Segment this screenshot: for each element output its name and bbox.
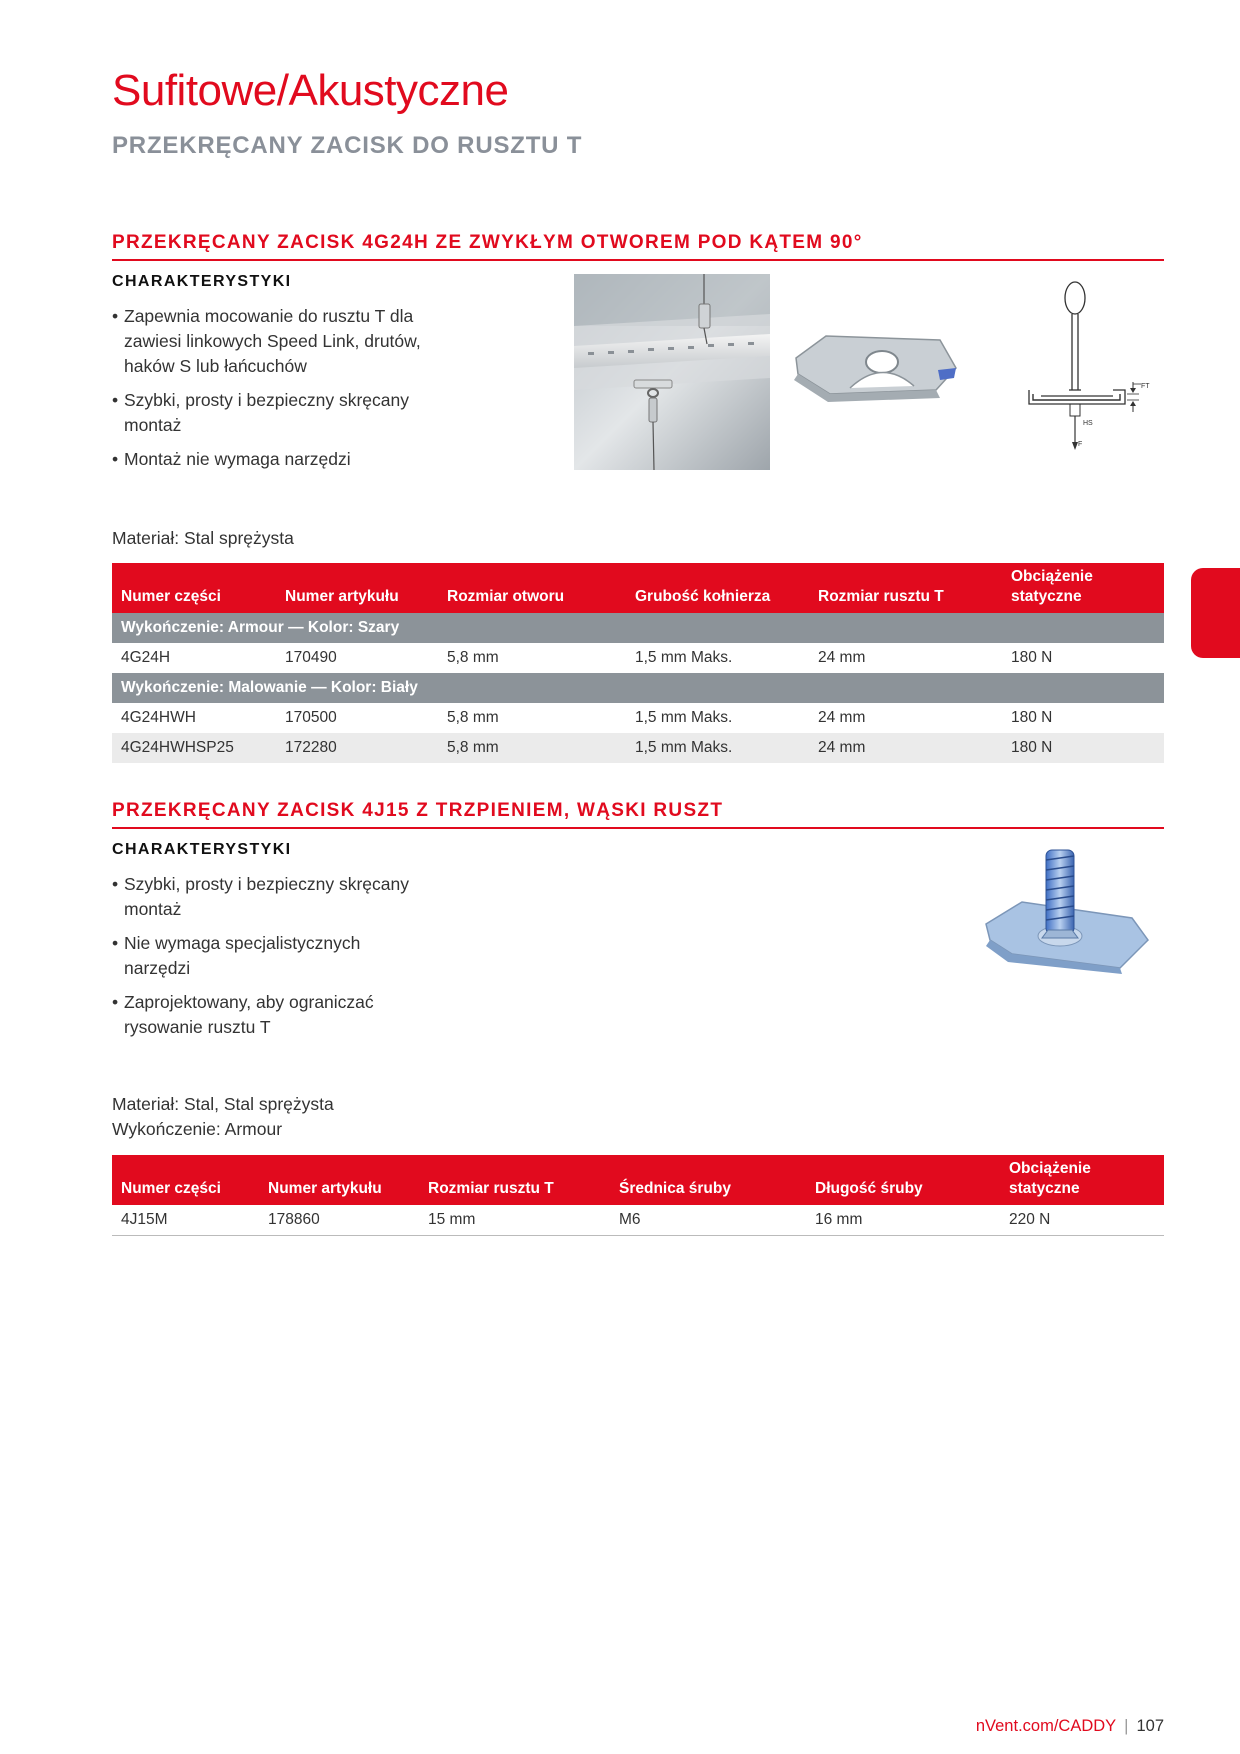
table-row — [112, 1205, 1164, 1236]
table-header-row — [112, 1155, 1164, 1205]
page-title: Sufitowe/Akustyczne — [112, 66, 509, 115]
cell-hole-size: 5,8 mm — [447, 649, 499, 666]
cell-article-number: 170490 — [285, 649, 337, 666]
cell-flange-thickness: 1,5 mm Maks. — [626, 733, 809, 763]
col-header-screw-diameter: Średnica śruby — [610, 1155, 806, 1205]
cell-flange-thickness: 1,5 mm Maks. — [635, 649, 733, 666]
cell-article-number: 178860 — [259, 1205, 419, 1236]
col-header-static-load: Obciążenie statyczne — [1000, 1155, 1164, 1205]
cell-static-load: 180 N — [1002, 733, 1164, 763]
page-number: 107 — [1136, 1717, 1164, 1735]
col-header-article-number: Numer artykułu — [276, 563, 438, 613]
cell-part-number: 4J15M — [112, 1205, 259, 1236]
section1-spec-table — [112, 563, 1164, 763]
page-subtitle: PRZEKRĘCANY ZACISK DO RUSZTU T — [112, 132, 583, 159]
table-row — [112, 643, 1164, 673]
clip-technical-diagram — [1025, 278, 1155, 468]
feature-item: • Nie wymaga specjalistycznych narzędzi — [112, 931, 412, 981]
cell-grid-size: 15 mm — [419, 1205, 610, 1236]
section1-material: Materiał: Stal sprężysta — [112, 528, 294, 548]
feature-item: • Szybki, prosty i bezpieczny skręcany montaż — [112, 872, 412, 922]
diagram-label-hs: HS — [1083, 420, 1093, 427]
diagram-label-f: F — [1078, 441, 1083, 448]
section2-title: PRZEKRĘCANY ZACISK 4J15 Z TRZPIENIEM, WĄSKI RUSZT — [112, 800, 1164, 829]
page-footer — [976, 1717, 1164, 1736]
feature-item: • Zaprojektowany, aby ograniczać rysowanie rusztu T — [112, 990, 412, 1040]
cell-static-load: 180 N — [1011, 709, 1053, 726]
cell-flange-thickness: 1,5 mm Maks. — [635, 709, 733, 726]
section2-char-heading: CHARAKTERYSTYKI — [112, 841, 292, 858]
col-header-grid-size: Rozmiar rusztu T — [419, 1155, 610, 1205]
group-label: Wykończenie: Malowanie — Kolor: Biały — [112, 673, 1164, 703]
cell-grid-size: 24 mm — [818, 709, 866, 726]
table-group-row — [112, 673, 1164, 703]
col-header-part-number: Numer części — [112, 1155, 259, 1205]
table-group-row — [112, 613, 1164, 643]
section-side-tab — [1191, 568, 1240, 658]
table-row — [112, 703, 1164, 733]
stud-clip-product-image — [982, 844, 1152, 974]
feature-item: • Zapewnia mocowanie do rusztu T dla zawiesi linkowych Speed Link, drutów, haków S lub łańcuchów — [112, 304, 422, 379]
section2-feature-list — [112, 872, 412, 1049]
cell-article-number: 170500 — [285, 709, 337, 726]
diagram-label-ft: FT — [1141, 383, 1150, 390]
feature-item: • Montaż nie wymaga narzędzi — [112, 447, 422, 472]
clip-product-image — [790, 328, 960, 404]
col-header-screw-length: Długość śruby — [806, 1155, 1000, 1205]
feature-item: • Szybki, prosty i bezpieczny skręcany montaż — [112, 388, 422, 438]
cell-part-number: 4G24HWHSP25 — [112, 733, 276, 763]
footer-separator: | — [1124, 1717, 1129, 1735]
col-header-static-load: Obciążenie statyczne — [1002, 563, 1164, 613]
group-label: Wykończenie: Armour — Kolor: Szary — [112, 613, 1164, 643]
cell-static-load: 220 N — [1000, 1205, 1164, 1236]
installation-photo — [574, 274, 770, 470]
section1-title: PRZEKRĘCANY ZACISK 4G24H ZE ZWYKŁYM OTWOREM POD KĄTEM 90° — [112, 232, 1164, 261]
cell-part-number: 4G24H — [121, 649, 171, 666]
cell-article-number: 172280 — [276, 733, 438, 763]
cell-part-number: 4G24HWH — [121, 709, 196, 726]
cell-hole-size: 5,8 mm — [438, 733, 626, 763]
section2-finish: Wykończenie: Armour — [112, 1119, 283, 1139]
cell-grid-size: 24 mm — [818, 649, 866, 666]
table-header-row — [112, 563, 1164, 613]
col-header-article-number: Numer artykułu — [259, 1155, 419, 1205]
col-header-hole-size: Rozmiar otworu — [438, 563, 626, 613]
cell-static-load: 180 N — [1011, 649, 1053, 666]
footer-site-link[interactable]: nVent.com/CADDY — [975, 1717, 1117, 1735]
col-header-part-number: Numer części — [112, 563, 276, 613]
col-header-flange-thickness: Grubość kołnierza — [626, 563, 809, 613]
col-header-grid-size: Rozmiar rusztu T — [809, 563, 1002, 613]
table-row — [112, 733, 1164, 763]
cell-screw-length: 16 mm — [806, 1205, 1000, 1236]
section1-feature-list — [112, 304, 422, 481]
cell-screw-diameter: M6 — [610, 1205, 806, 1236]
section1-char-heading: CHARAKTERYSTYKI — [112, 273, 292, 290]
section2-material: Materiał: Stal, Stal sprężysta — [112, 1094, 334, 1114]
cell-hole-size: 5,8 mm — [447, 709, 499, 726]
cell-grid-size: 24 mm — [809, 733, 1002, 763]
section2-spec-table — [112, 1155, 1164, 1236]
